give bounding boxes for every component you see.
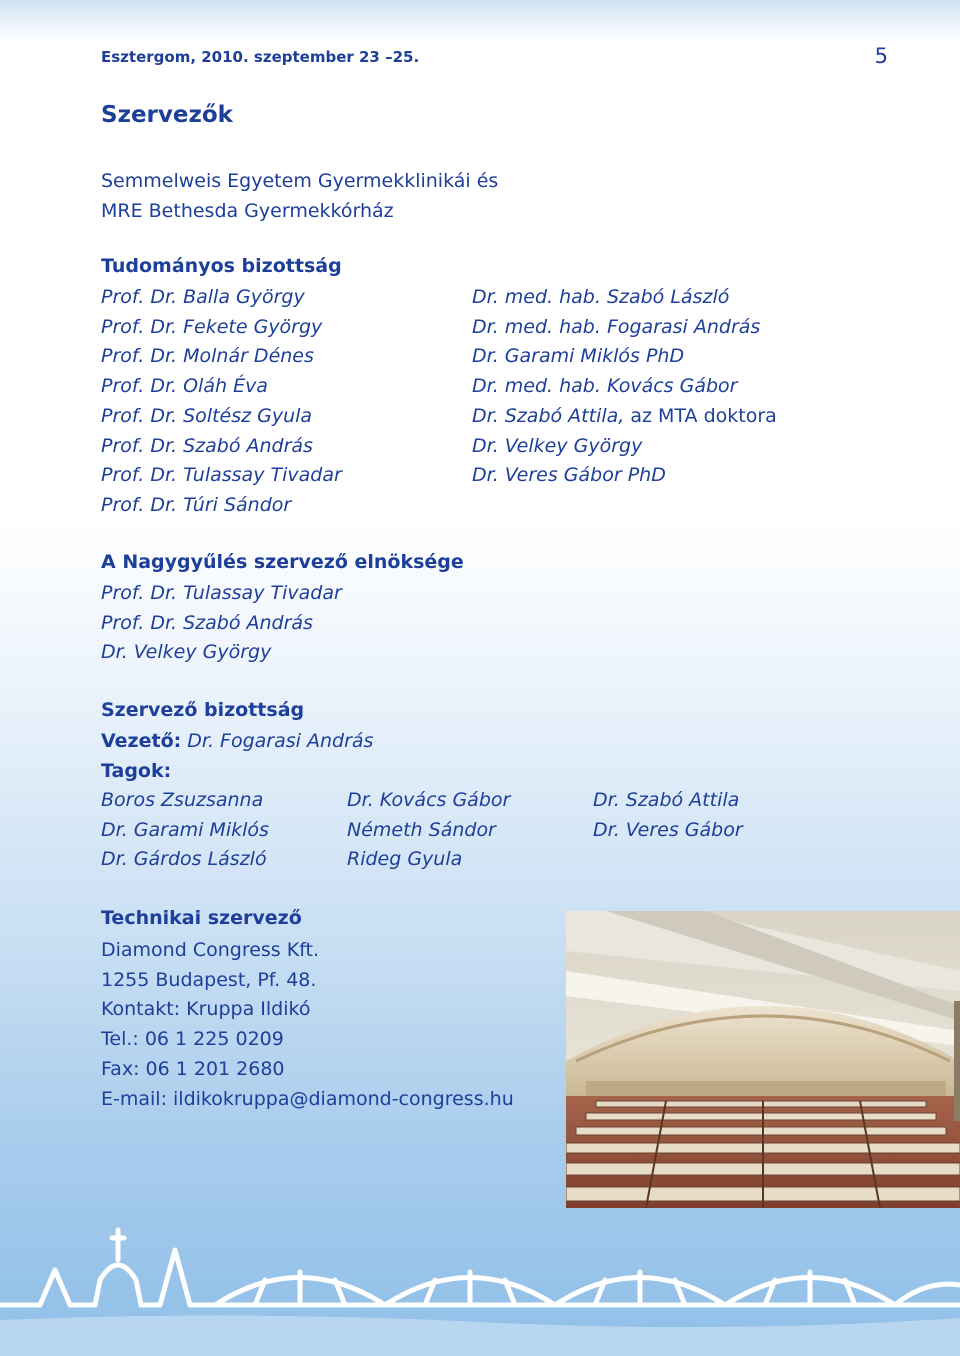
leader-label: Vezető:	[101, 730, 182, 752]
committee-member: Dr. med. hab. Szabó László	[472, 286, 730, 308]
committee-member: Prof. Dr. Túri Sándor	[101, 493, 292, 516]
organizing-member: Dr. Kovács Gábor	[347, 789, 511, 811]
organizing-member: Boros Zsuzsanna	[101, 789, 264, 811]
committee-member: Dr. med. hab. Kovács Gábor	[472, 375, 738, 398]
committee-member: Dr. med. hab. Fogarasi András	[472, 315, 761, 338]
organizer-line: Semmelweis Egyetem Gyermekklinikái és	[101, 170, 499, 192]
organizing-member: Dr. Veres Gábor	[593, 818, 743, 841]
organizer-institutions	[101, 166, 498, 226]
organizing-member: Dr. Gárdos László	[101, 848, 267, 871]
organizing-member: Rideg Gyula	[347, 848, 463, 871]
committee-member: Dr. Velkey György	[472, 434, 643, 457]
presidency-member: Prof. Dr. Tulassay Tivadar	[101, 582, 342, 604]
page-number: 5	[874, 44, 888, 68]
organizing-members-col3	[593, 786, 743, 845]
committee-member: Prof. Dr. Oláh Éva	[101, 375, 268, 398]
committee-member	[472, 402, 777, 432]
technical-organizer-contact	[101, 936, 514, 1114]
technical-organizer-heading: Technikai szervező	[101, 907, 302, 929]
postal-address: 1255 Budapest, Pf. 48.	[101, 968, 317, 991]
top-gradient-band	[0, 0, 960, 44]
organizer-line: MRE Bethesda Gyermekkórház	[101, 200, 394, 222]
presidency-list	[101, 579, 342, 668]
scientific-committee-heading: Tudományos bizottság	[101, 255, 342, 277]
page-title: Szervezők	[101, 102, 233, 128]
committee-member: Dr. Veres Gábor PhD	[472, 464, 666, 487]
presidency-member: Dr. Velkey György	[101, 641, 272, 664]
committee-member: Prof. Dr. Soltész Gyula	[101, 404, 313, 427]
company-name: Diamond Congress Kft.	[101, 939, 320, 961]
organizing-member: Dr. Szabó Attila	[593, 789, 740, 811]
presidency-heading: A Nagygyűlés szervező elnöksége	[101, 551, 464, 573]
organizing-member: Dr. Garami Miklós	[101, 818, 269, 841]
organizing-member: Németh Sándor	[347, 818, 496, 841]
organizing-members-col2	[347, 786, 510, 875]
committee-member: Prof. Dr. Balla György	[101, 286, 305, 308]
email-address[interactable]: E-mail: ildikokruppa@diamond-congress.hu	[101, 1087, 514, 1110]
committee-member: Prof. Dr. Molnár Dénes	[101, 345, 314, 368]
fax-number: Fax: 06 1 201 2680	[101, 1057, 285, 1080]
committee-member-title: az MTA doktora	[624, 404, 777, 427]
contact-person: Kontakt: Kruppa Ildikó	[101, 998, 311, 1021]
organizing-committee-leader	[101, 727, 373, 786]
scientific-committee-left-list	[101, 283, 342, 521]
committee-member: Prof. Dr. Fekete György	[101, 315, 323, 338]
presidency-member: Prof. Dr. Szabó András	[101, 611, 313, 634]
committee-member: Dr. Garami Miklós PhD	[472, 345, 685, 368]
event-header: Esztergom, 2010. szeptember 23 –25.	[101, 48, 420, 66]
phone-number: Tel.: 06 1 225 0209	[101, 1028, 284, 1051]
lecture-hall-photo	[566, 911, 960, 1208]
members-label: Tagok:	[101, 759, 172, 782]
esztergom-skyline-illustration	[0, 1210, 960, 1356]
scientific-committee-right-list	[472, 283, 777, 491]
committee-member-name: Dr. Szabó Attila,	[472, 404, 625, 427]
organizing-committee-heading: Szervező bizottság	[101, 699, 305, 721]
leader-name: Dr. Fogarasi András	[181, 730, 374, 752]
organizing-members-col1	[101, 786, 269, 875]
committee-member: Prof. Dr. Szabó András	[101, 434, 313, 457]
committee-member: Prof. Dr. Tulassay Tivadar	[101, 464, 342, 487]
